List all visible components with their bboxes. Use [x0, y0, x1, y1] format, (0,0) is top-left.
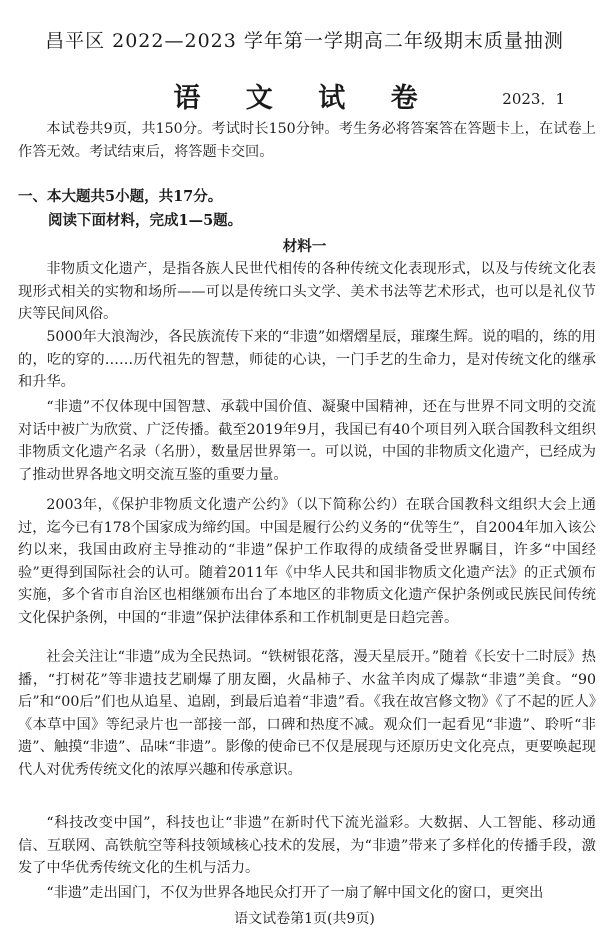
material-paragraph: “非遗”不仅体现中国智慧、承载中国价值、凝聚中国精神，还在与世界不同文明的交流对话中被广为欣赏、广泛传播。截至2019年9月，我国已有40个项目列入联合国教科文组织非物质文化遗产名录（名册），数量居世界第一。可以说，中国的非物质文化遗产，已经成为了推动世界各地文明交流互鉴的重要力量。: [18, 399, 596, 483]
notice-paragraph: 本试卷共9页，共150分。考试时长150分钟。考生务必将答案答在答题卡上，在试卷上作答无效。考试结束后，将答题卡交回。: [18, 121, 596, 160]
exam-title: 昌平区 2022—2023 学年第一学期高二年级期末质量抽测: [45, 30, 564, 52]
exam-date: 2023．1: [502, 90, 565, 108]
section-instruction: 阅读下面材料，完成1—5题。: [48, 212, 243, 229]
material-paragraph: “非遗”走出国门，不仅为世界各地民众打开了一扇了解中国文化的窗口，更突出: [46, 885, 544, 901]
material-paragraph: 非物质文化遗产，是指各族人民世代相传的各种传统文化表现形式，以及与传统文化表现形式相关的实物和场所——可以是传统口头文学、美术书法等艺术形式，也可以是礼仪节庆等民间风俗。: [18, 261, 596, 323]
material-paragraph: 5000年大浪淘沙，各民族流传下来的“非遗”如熠熠星辰，璀璨生辉。说的唱的，练的用的，吃的穿的……历代祖先的智慧，师徒的心诀，一门手艺的生命力，是对传统文化的继承和升华。: [18, 329, 596, 391]
section-heading: 一、本大题共5小题，共17分。: [18, 188, 223, 205]
material-title: 材料一: [282, 238, 327, 255]
material-paragraph: 社会关注让“非遗”成为全民热词。“铁树银花落，漫天星辰开。”随着《长安十二时辰》热播，“打树花”等非遗技艺刷爆了朋友圈，火晶柿子、水盆羊肉成了爆款“非遗”美食。“90后”和“00后”们也从追星、追剧，到最后追着“非遗”看。《我在故宫修文物》《了不起的匠人》《本草中国》等纪录片也一部接一部，口碑和热度不减。观众们一起看见“非遗”、聆听“非遗”、触摸“非遗”、品味“非遗”。影像的使命已不仅是展现与还原历史文化亮点，更要唤起现代人对优秀传统文化的浓厚兴趣和传承意识。: [18, 649, 596, 778]
material-paragraph: “科技改变中国”，科技也让“非遗”在新时代下流光溢彩。大数据、人工智能、移动通信、互联网、高铁航空等科技领域核心技术的发展，为“非遗”带来了多样化的传播手段，激发了中华优秀传统文化的生机与活力。: [18, 815, 596, 877]
page-footer: 语文试卷第1页(共9页): [234, 911, 375, 927]
material-paragraph: 2003年，《保护非物质文化遗产公约》（以下简称公约）在联合国教科文组织大会上通过，迄今已有178个国家成为缔约国。中国是履行公约义务的“优等生”，自2004年加入该公约以来，我国由政府主导推动的“非遗”保护工作取得的成绩备受世界瞩目，许多“中国经验”更得到国际社会的认可。随着2011年《中华人民共和国非物质文化遗产法》的正式颁布实施，多个省市自治区也相继颁布出台了本地区的非物质文化遗产保护条例或民族民间传统文化保护条例，中国的“非遗”保护法律体系和工作机制更是日趋完善。: [18, 497, 596, 626]
subject-title: 语 文 试 卷: [173, 83, 436, 114]
